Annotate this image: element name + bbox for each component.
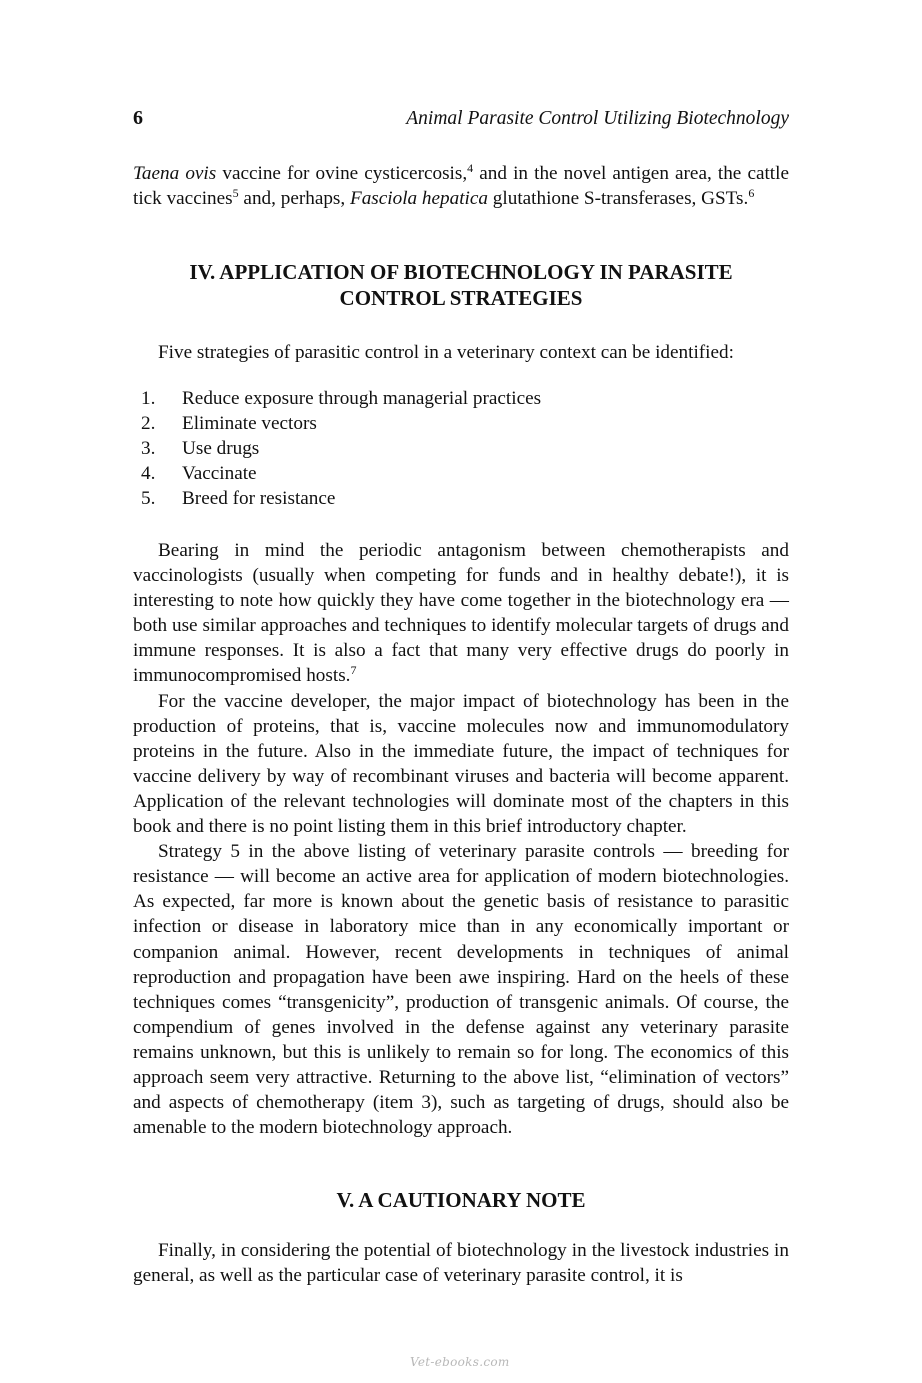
list-number: 1. bbox=[141, 388, 156, 409]
page-number: 6 bbox=[133, 107, 143, 129]
list-number: 4. bbox=[141, 463, 156, 485]
list-item bbox=[133, 386, 789, 411]
paragraph: Finally, in considering the potential of biotechnology in the livestock industries in general, as well as the particular case of veterinary parasite control, it is bbox=[133, 1240, 789, 1287]
list-item bbox=[133, 411, 789, 436]
species-name: Fasciola hepatica bbox=[349, 188, 488, 210]
text-run: glutathione S-transferases, GSTs. bbox=[488, 188, 749, 210]
reference-superscript: 7 bbox=[350, 663, 357, 678]
list-item bbox=[133, 436, 789, 461]
paragraph: For the vaccine developer, the major impact of biotechnology has been in the production of proteins, that is, vaccine molecules now and immunomodulatory proteins in the future. Also in the immediate future, the impact of techniques for vaccine delivery by way of recombinant viruses and bacteria will become apparent. Application of the relevant technologies will dominate most of the chapters in this book and there is no point listing them in this brief introductory chapter. bbox=[133, 690, 789, 838]
list-text: Reduce exposure through managerial practices bbox=[182, 388, 542, 409]
body-paragraphs bbox=[133, 538, 789, 1140]
watermark-logo: Vet-ebooks.com bbox=[410, 1355, 510, 1369]
section-heading-iv bbox=[133, 259, 789, 311]
paragraph-text: Bearing in mind the periodic antagonism between chemotherapists and vaccinologists (usually when competing for funds and in healthy debate!), it is interesting to note how quickly they have come together in the biotechnology era — both use similar approaches and techniques to identify molecular targets of drugs and immune responses. It is also a fact that many very effective drugs do poorly in immunocompromised hosts. bbox=[133, 540, 789, 687]
page-header bbox=[133, 106, 789, 134]
text-run: vaccine for ovine cysticercosis, bbox=[216, 163, 468, 184]
list-text: Breed for resistance bbox=[182, 488, 336, 510]
list-text: Vaccinate bbox=[182, 463, 257, 485]
closing-paragraph bbox=[133, 1238, 789, 1288]
list-text: Eliminate vectors bbox=[182, 413, 317, 435]
text-run: and, perhaps, bbox=[238, 188, 350, 210]
reference-superscript: 5 bbox=[232, 186, 239, 201]
list-number: 5. bbox=[141, 488, 156, 510]
heading-line: CONTROL STRATEGIES bbox=[339, 286, 583, 310]
reference-superscript: 6 bbox=[748, 186, 755, 201]
list-item bbox=[133, 461, 789, 486]
strategies-intro: Five strategies of parasitic control in a veterinary context can be identified: bbox=[158, 342, 734, 363]
text-run: and in the novel antigen area, the cattle tick vaccines bbox=[133, 163, 789, 210]
reference-superscript: 4 bbox=[467, 161, 474, 175]
paragraph: Strategy 5 in the above listing of veterinary parasite controls — breeding for resistance — will become an active area for application of modern biotechnologies. As expected, far more is known about the genetic basis of resistance to parasitic infection or disease in laboratory mice than in any economically important or companion animal. However, recent developments in techniques of animal reproduction and propagation have been awe inspiring. Hard on the heels of these techniques comes “transgenicity”, production of transgenic animals. Of course, the compendium of genes involved in the defense against any veterinary parasite remains unknown, but this is unlikely to remain so for long. The economics of this approach seem very attractive. Returning to the above list, “elimination of vectors” and aspects of chemotherapy (item 3), such as targeting of drugs, should also be amenable to the modern biotechnology approach. bbox=[133, 841, 789, 1139]
opening-paragraph bbox=[133, 161, 789, 211]
strategy-list bbox=[133, 386, 789, 511]
heading-line: IV. APPLICATION OF BIOTECHNOLOGY IN PARASITE bbox=[189, 260, 733, 284]
list-number: 2. bbox=[141, 413, 156, 435]
list-number: 3. bbox=[141, 438, 156, 460]
list-text: Use drugs bbox=[182, 438, 260, 460]
paragraph bbox=[133, 538, 789, 689]
running-title: Animal Parasite Control Utilizing Biotechnology bbox=[406, 108, 789, 129]
species-name: Taena ovis bbox=[133, 163, 217, 184]
list-item bbox=[133, 486, 789, 511]
section-heading-v: V. A CAUTIONARY NOTE bbox=[336, 1188, 586, 1212]
